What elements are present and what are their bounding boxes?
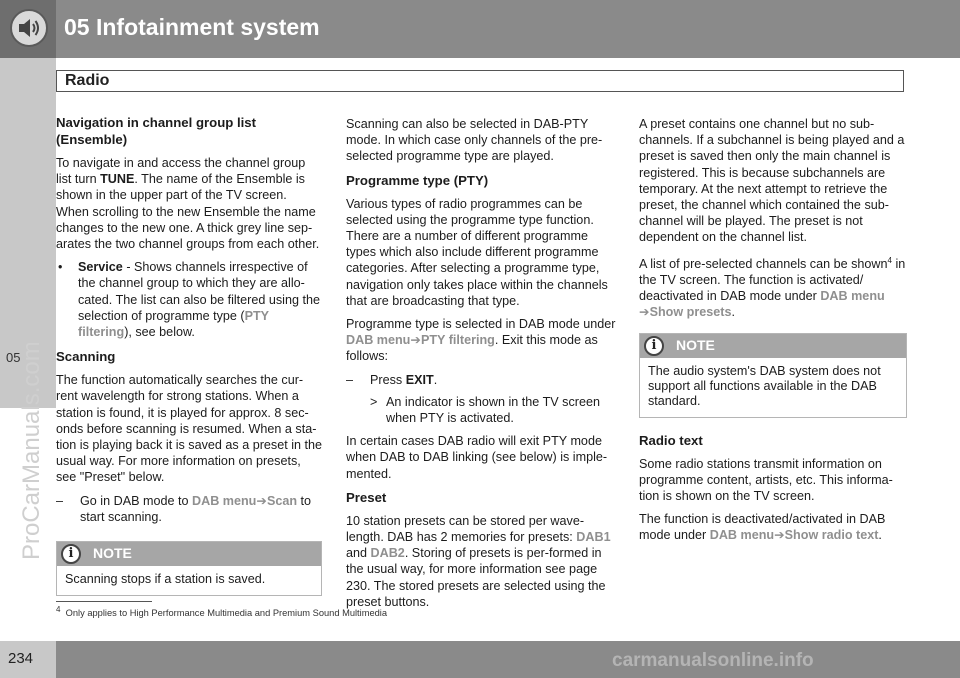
note-box [639,333,907,418]
page-footer [0,641,960,678]
chapter-number: 05 [6,350,21,365]
footnote: $^4$ Only applies to High Performance Multimedia and Premium Sound Multimedia [56,605,388,619]
note-text: Scanning stops if a station is saved. [65,572,266,587]
column-2 [346,116,616,617]
list-item-service: • Service - Shows channels irrespective of the channel group to which they are allo-cated. The list can also be filtered using the selection of programme type (PTY filtering), see below. [58,260,320,340]
footer-watermark: carmanualsonline.info [612,650,814,671]
menu-show-presets[interactable]: Show presets [649,305,732,320]
label-dab1: DAB1 [576,530,611,545]
chapter-title: 05 Infotainment system [64,14,320,40]
watermark: ProCarManuals.com [18,341,45,560]
note-label: NOTE [676,336,715,353]
info-icon: i [644,336,664,356]
heading-programme-type: Programme type (PTY) [346,172,489,188]
step-scan: – Go in DAB mode to DAB menu➔Scan to start scanning. [56,493,312,524]
info-icon: i [61,544,81,564]
footnote-divider [56,601,152,602]
menu-dab-menu[interactable]: DAB menu [820,289,885,304]
note-header [57,542,321,566]
page-number: 234 [8,650,34,667]
note-label: NOTE [93,545,132,562]
note-text: The audio system's DAB system does not support all functions available in the DAB standard. [648,363,881,408]
menu-pty-filtering[interactable]: PTY filtering [420,333,495,348]
arrow-right-icon: ➔ [639,305,650,320]
menu-dab-menu[interactable]: DAB menu [192,493,257,508]
column-1 [56,114,322,596]
menu-dab-menu[interactable]: DAB menu [709,528,775,543]
button-exit[interactable]: EXIT [405,372,434,387]
step-result: > An indicator is shown in the TV screen when PTY is activated. [370,394,600,426]
paragraph-radio-text-toggle: The function is deactivated/activated in DAB mode under DAB menu➔Show radio text. [639,512,886,543]
heading-radio-text: Radio text [639,432,703,448]
menu-show-radio-text[interactable]: Show radio text [784,528,879,543]
speaker-icon [10,9,48,47]
arrow-right-icon: ➔ [410,333,421,348]
heading-scanning: Scanning [56,349,116,365]
arrow-right-icon: ➔ [774,528,785,543]
paragraph-programme-type: Various types of radio programmes can be selected using the programme type function. There are a number of different programme types which also include different programme categories. After selecting a programme type, navigation only takes place within the channels that are broadcasting that type. [346,196,608,308]
column-3 [639,116,907,551]
paragraph-radio-text: Some radio stations transmit information on programme content, artists, etc. This informa-tion is shown on the TV screen. [639,456,893,504]
note-box [56,541,322,596]
paragraph-pty-scan: Scanning can also be selected in DAB-PTY mode. In which case only channels of the pre-selected programme type are played. [346,117,603,164]
menu-dab-menu[interactable]: DAB menu [346,333,411,348]
section-bar [56,70,904,92]
paragraph-navigation: To navigate in and access the channel group list turn TUNE. The name of the Ensemble is shown in the upper part of the TV screen. When scrolling to the new Ensemble the name changes to the new one. A thick grey line sep-arates the two channel groups from each other. [56,156,320,252]
paragraph-scanning: The function automatically searches the cur-rent wavelength for strong stations. When a station is found, it is played for approx. 8 sec-onds before scanning is resumed. When a sta-tion is playing back it is saved as a preset in the usual way. For more information on presets, see "Preset" below. [56,373,323,485]
menu-scan[interactable]: Scan [266,493,298,508]
paragraph-preset-list: A list of pre-selected channels can be shown$^4$ in the TV screen. The function is activated/ deactivated in DAB mode under DAB menu ➔Show presets. [639,255,906,320]
heading-preset: Preset [346,489,387,505]
step-press-exit: – Press EXIT. [346,372,438,387]
paragraph-preset: 10 station presets can be stored per wave-length. DAB has 2 memories for presets: DAB1 and DAB2. Storing of presets is per-formed in the usual way, for more information see page 230. The stored presets are selected using the preset buttons. [346,513,611,609]
label-dab2: DAB2 [370,546,405,561]
link-pty-filtering[interactable]: PTY filtering [78,308,269,340]
paragraph-preset-content: A preset contains one channel but no sub-channels. If a subchannel is being played and a preset is saved then only the main channel is registered. This is because subchannels are temporary. At the next attempt to retrieve the preset, the channel which contained the sub-channel will be played. The preset is not dependent on the channel list. [639,117,905,245]
section-title: Radio [65,72,110,89]
heading-navigation: Navigation in channel group list (Ensemble) [56,115,257,147]
paragraph-pty-select: Programme type is selected in DAB mode under DAB menu➔PTY filtering. Exit this mode as follows: [346,317,616,364]
paragraph-pty-exit: In certain cases DAB radio will exit PTY mode when DAB to DAB linking (see below) is imple-mented. [346,434,608,481]
footnote-ref: 4 [887,255,892,265]
note-header [640,334,906,358]
arrow-right-icon: ➔ [256,493,267,508]
